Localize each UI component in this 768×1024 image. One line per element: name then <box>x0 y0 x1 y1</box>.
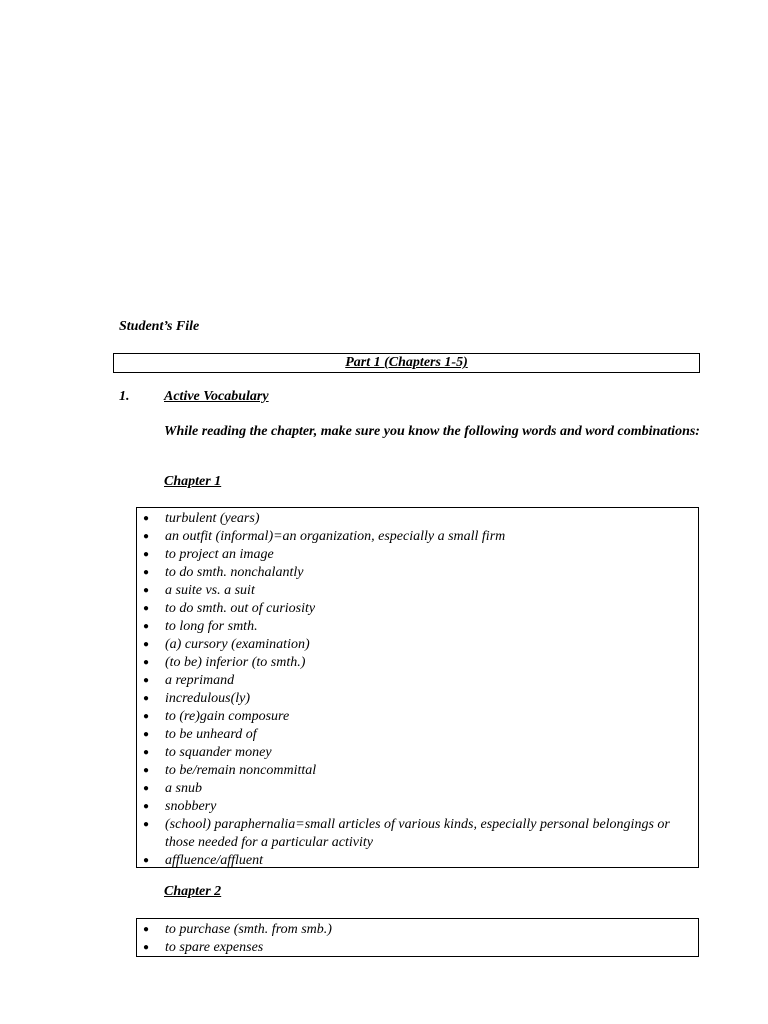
bullet-icon: ● <box>143 567 150 578</box>
bullet-icon: ● <box>143 657 150 668</box>
section-number: 1. <box>119 389 130 404</box>
vocab-item: ● (school) paraphernalia=small articles of various kinds, especially personal belongings or those needed for a particular activity <box>143 817 670 850</box>
chapter-heading: Chapter 2 <box>164 884 222 899</box>
bullet-icon: ● <box>143 942 150 953</box>
bullet-icon: ● <box>143 585 150 596</box>
bullet-icon: ● <box>143 801 150 812</box>
vocab-box-chapter-2 <box>136 918 699 957</box>
bullet-icon: ● <box>143 924 150 935</box>
bullet-icon: ● <box>143 765 150 776</box>
bullet-icon: ● <box>143 747 150 758</box>
vocab-box-chapter-1 <box>136 507 699 868</box>
vocab-item: ● a reprimand <box>143 673 235 688</box>
vocab-item: ● to (re)gain composure <box>143 709 290 724</box>
bullet-icon: ● <box>143 819 150 830</box>
bullet-icon: ● <box>143 603 150 614</box>
vocab-item: ● a snub <box>143 781 202 796</box>
bullet-icon: ● <box>143 729 150 740</box>
vocab-item: ● an outfit (informal)=an organization, especially a small firm <box>143 529 506 544</box>
vocab-item: ● (a) cursory (examination) <box>143 637 310 652</box>
bullet-icon: ● <box>143 531 150 542</box>
part-heading: Part 1 (Chapters 1-5) <box>345 355 468 370</box>
vocab-item: ● to do smth. out of curiosity <box>143 601 316 616</box>
bullet-icon: ● <box>143 549 150 560</box>
vocab-item: ● to do smth. nonchalantly <box>143 565 304 580</box>
vocab-list <box>137 919 698 957</box>
vocab-item: ● incredulous(ly) <box>143 691 251 706</box>
part-heading-box <box>113 353 700 373</box>
chapter-heading: Chapter 1 <box>164 474 222 489</box>
bullet-icon: ● <box>143 711 150 722</box>
bullet-icon: ● <box>143 675 150 686</box>
section-instruction: While reading the chapter, make sure you know the following words and word combinations: <box>164 424 700 439</box>
bullet-icon: ● <box>143 855 150 866</box>
vocab-item: ● a suite vs. a suit <box>143 583 255 598</box>
bullet-icon: ● <box>143 621 150 632</box>
vocab-item: ● to be unheard of <box>143 727 257 742</box>
vocab-item: ● to purchase (smth. from smb.) <box>143 922 332 937</box>
document-label: Student’s File <box>119 319 200 334</box>
vocab-item: ● to spare expenses <box>143 940 264 955</box>
vocab-item: ● turbulent (years) <box>143 511 260 526</box>
vocab-item: ● affluence/affluent <box>143 853 263 868</box>
vocab-item: ● to be/remain noncommittal <box>143 763 317 778</box>
bullet-icon: ● <box>143 513 150 524</box>
bullet-icon: ● <box>143 693 150 704</box>
vocab-item: ● to long for smth. <box>143 619 258 634</box>
bullet-icon: ● <box>143 783 150 794</box>
vocab-item: ● to project an image <box>143 547 274 562</box>
bullet-icon: ● <box>143 639 150 650</box>
vocab-item: ● to squander money <box>143 745 272 760</box>
vocab-item: ● snobbery <box>143 799 217 814</box>
section-title: Active Vocabulary <box>164 389 269 404</box>
vocab-item: ● (to be) inferior (to smth.) <box>143 655 306 670</box>
vocab-list <box>137 508 698 870</box>
